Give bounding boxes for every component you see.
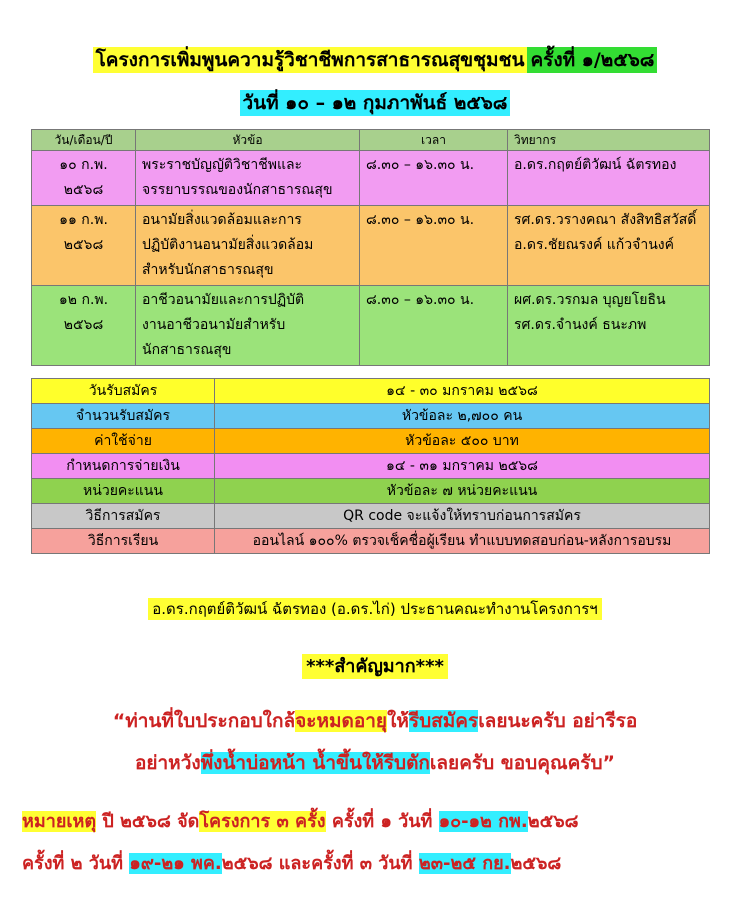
- page-subtitle: [0, 88, 750, 118]
- row-topic: อนามัยสิ่งแวดล้อมและการ ปฏิบัติงานอนามัยสิ่งแวดล้อม สำหรับนักสาธารณสุข: [136, 206, 360, 286]
- table-row: [32, 151, 710, 206]
- note-line-2: ครั้งที่ ๒ วันที่ ๑๙-๒๑ พค.๒๕๖๘ และครั้งที่ ๓ วันที่ ๒๓-๒๕ กย.๒๕๖๘: [22, 853, 562, 874]
- info-row-capacity: [32, 404, 710, 429]
- info-row-credits: [32, 479, 710, 504]
- info-row-apply-method: [32, 504, 710, 529]
- info-value: ออนไลน์ ๑๐๐% ตรวจเช็คชื่อผู้เรียน ทำแบบทดสอบก่อน-หลังการอบรม: [215, 529, 710, 554]
- info-label: วันรับสมัคร: [32, 379, 215, 404]
- row-topic: พระราชบัญญัติวิชาชีพและ จรรยาบรรณของนักสาธารณสุข: [136, 151, 360, 206]
- row-speaker: รศ.ดร.วรางคณา สังสิทธิสวัสดิ์ อ.ดร.ชัยณรงค์ แก้วจำนงค์: [508, 206, 710, 286]
- info-row-cost: [32, 429, 710, 454]
- title-main: โครงการเพิ่มพูนความรู้วิชาชีพการสาธารณสุขชุมชน: [93, 47, 528, 73]
- project-chair: อ.ดร.กฤตย์ติวัฒน์ ฉัตรทอง (อ.ดร.ไก่) ประธานคณะทำงานโครงการฯ: [0, 597, 750, 621]
- info-value: หัวข้อละ ๕๐๐ บาท: [215, 429, 710, 454]
- info-label: หน่วยคะแนน: [32, 479, 215, 504]
- note-line-1: หมายเหตุ ปี ๒๕๖๘ จัดโครงการ ๓ ครั้ง ครั้งที่ ๑ วันที่ ๑๐-๑๒ กพ.๒๕๖๘: [22, 811, 579, 832]
- table-row: [32, 286, 710, 366]
- row-speaker: ผศ.ดร.วรกมล บุญยโยธิน รศ.ดร.จำนงค์ ธนะภพ: [508, 286, 710, 366]
- header-time: เวลา: [360, 130, 508, 151]
- info-value: หัวข้อละ ๒,๗๐๐ คน: [215, 404, 710, 429]
- info-row-study-method: [32, 529, 710, 554]
- info-row-payment-date: [32, 454, 710, 479]
- row-topic: อาชีวอนามัยและการปฏิบัติ งานอาชีวอนามัยสำหรับ นักสาธารณสุข: [136, 286, 360, 366]
- row-date: ๑๑ ก.พ. ๒๕๖๘: [32, 206, 136, 286]
- important-banner: ***สำคัญมาก***: [0, 651, 750, 680]
- table-row: [32, 206, 710, 286]
- info-value: หัวข้อละ ๗ หน่วยคะแนน: [215, 479, 710, 504]
- quote-line-1: “ท่านที่ใบประกอบใกล้จะหมดอายุให้รีบสมัครเลยนะครับ อย่ารีรอ: [112, 710, 638, 732]
- row-time: ๘.๓๐ – ๑๖.๓๐ น.: [360, 286, 508, 366]
- row-date: ๑๐ ก.พ. ๒๕๖๘: [32, 151, 136, 206]
- schedule-header-row: [32, 130, 710, 151]
- row-speaker: อ.ดร.กฤตย์ติวัฒน์ ฉัตรทอง: [508, 151, 710, 206]
- info-value: QR code จะแจ้งให้ทราบก่อนการสมัคร: [215, 504, 710, 529]
- header-topic: หัวข้อ: [136, 130, 360, 151]
- info-label: วิธีการสมัคร: [32, 504, 215, 529]
- info-value: ๑๔ - ๓๐ มกราคม ๒๕๖๘: [215, 379, 710, 404]
- row-time: ๘.๓๐ – ๑๖.๓๐ น.: [360, 206, 508, 286]
- info-label: ค่าใช้จ่าย: [32, 429, 215, 454]
- title-dates: วันที่ ๑๐ – ๑๒ กุมภาพันธ์ ๒๕๖๘: [240, 90, 511, 116]
- info-label: จำนวนรับสมัคร: [32, 404, 215, 429]
- row-time: ๘.๓๐ – ๑๖.๓๐ น.: [360, 151, 508, 206]
- quote-line-2: อย่าหวังพึ่งน้ำบ่อหน้า น้ำขึ้นให้รีบตักเลยครับ ขอบคุณครับ”: [134, 752, 616, 774]
- title-round: ครั้งที่ ๑/๒๕๖๘: [527, 47, 657, 73]
- page-title: [0, 45, 750, 75]
- info-row-registration-date: [32, 379, 710, 404]
- info-label: วิธีการเรียน: [32, 529, 215, 554]
- header-date: วัน/เดือน/ปี: [32, 130, 136, 151]
- info-value: ๑๔ - ๓๑ มกราคม ๒๕๖๘: [215, 454, 710, 479]
- note-label: หมายเหตุ: [22, 811, 97, 832]
- schedule-table: [31, 129, 710, 366]
- row-date: ๑๒ ก.พ. ๒๕๖๘: [32, 286, 136, 366]
- info-table: [31, 378, 710, 554]
- header-speaker: วิทยากร: [508, 130, 710, 151]
- info-label: กำหนดการจ่ายเงิน: [32, 454, 215, 479]
